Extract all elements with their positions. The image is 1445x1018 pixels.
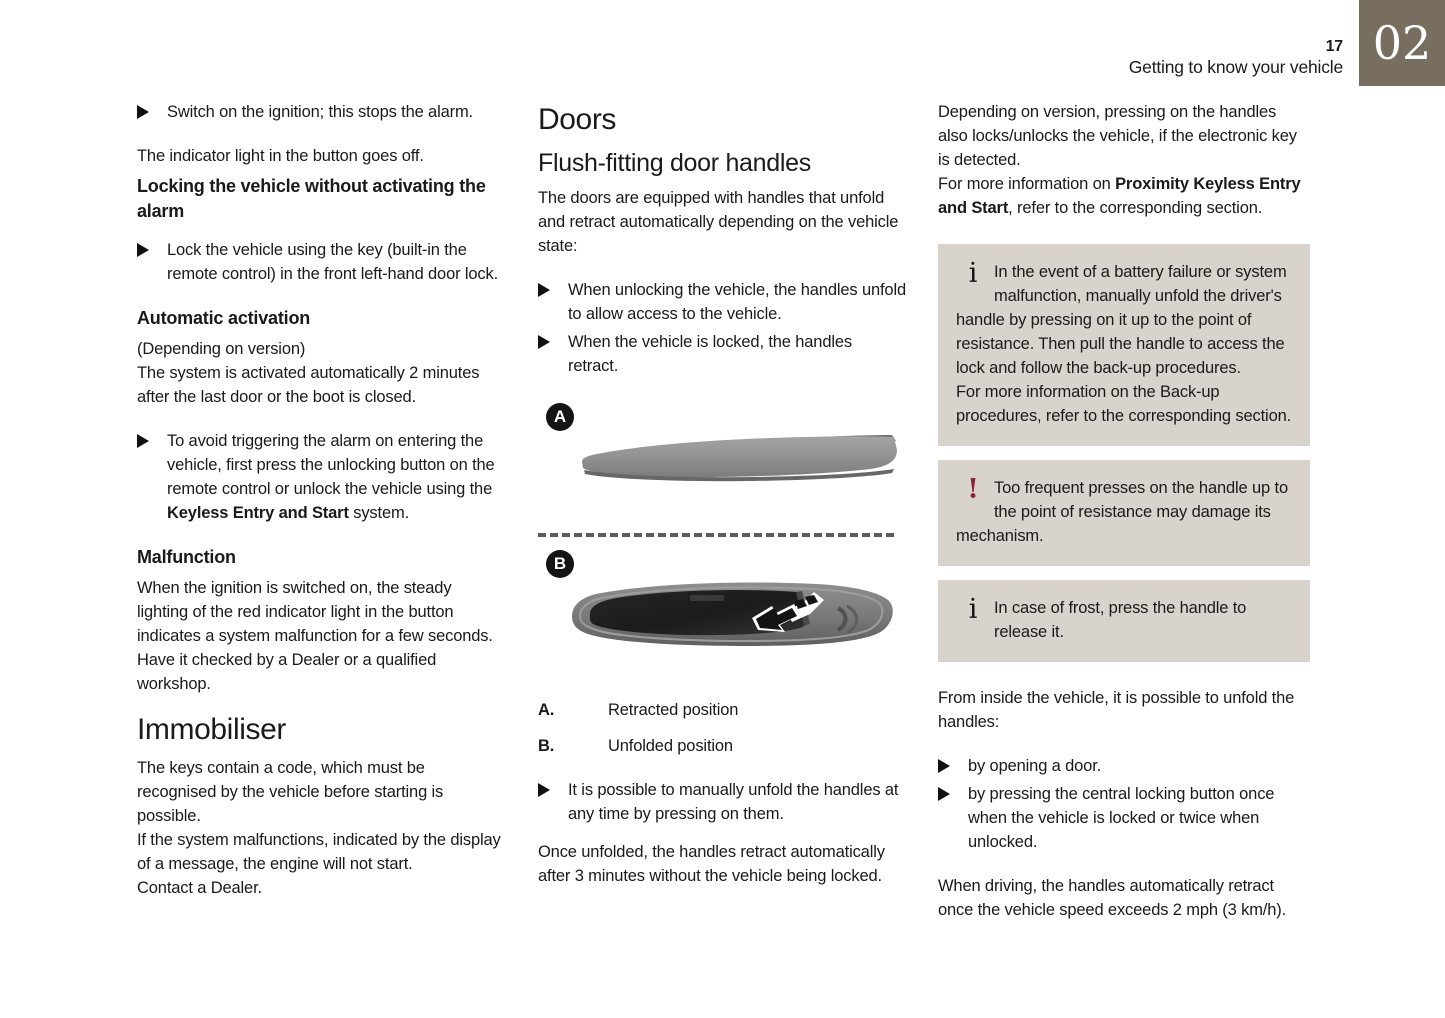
info-callout-battery-failure [938,244,1310,446]
paragraph: If the system malfunctions, indicated by the display of a message, the engine will not start. [137,831,501,873]
paragraph: The keys contain a code, which must be recognised by the vehicle before starting is possible. [137,759,444,825]
paragraph: Contact a Dealer. [137,879,262,897]
legend-item [538,734,906,758]
text-run: To avoid triggering the alarm on entering the vehicle, first press the unlocking button on the remote control or unlock the vehicle using the [167,432,495,498]
text-run: For more information on [938,175,1116,193]
list-item-label: Lock the vehicle using the key (built-in the remote control) in the front left-hand door lock. [167,241,499,283]
list-item-label: by opening a door. [968,757,1102,775]
page-number: 17 [1325,38,1343,55]
text-run: , refer to the corresponding section. [1008,199,1263,217]
info-callout-frost [938,580,1310,662]
callout-text [956,596,1292,644]
triangle-bullet-icon [538,283,550,297]
triangle-bullet-icon [137,105,149,119]
chapter-number-badge: 02 [1359,0,1445,86]
subheading-automatic-activation: Automatic activation [137,308,311,328]
door-handle-illustration [538,400,906,690]
paragraph: The doors are equipped with handles that unfold and retract automatically depending on the vehicle state: [538,189,899,255]
triangle-bullet-icon [938,759,950,773]
list-item-label: When the vehicle is locked, the handles retract. [568,333,852,375]
subheading-locking-without-alarm: Locking the vehicle without activating the alarm [137,176,486,221]
list-item [938,782,1310,854]
triangle-bullet-icon [538,783,550,797]
paragraph: Depending on version, pressing on the handles also locks/unlocks the vehicle, if the electronic key is detected. [938,103,1297,169]
triangle-bullet-icon [137,243,149,257]
paragraph [938,172,1310,220]
header-section-title: Getting to know your vehicle [1128,57,1343,77]
list-item [538,278,906,326]
column-right [938,100,1310,922]
paragraph: Have it checked by a Dealer or a qualified workshop. [137,651,437,693]
warning-exclamation-icon: ! [967,474,979,505]
list-item-label: It is possible to manually unfold the handles at any time by pressing on them. [568,781,899,823]
heading-doors: Doors [538,103,617,136]
callout-text [956,260,1292,428]
list-item [137,238,504,286]
callout-text [956,476,1292,548]
header-text-block [1129,38,1343,78]
paragraph: When the ignition is switched on, the steady lighting of the red indicator light in the button indicates a system malfunction for a few seconds. [137,579,493,645]
callout-badge-a: A [546,403,574,431]
triangle-bullet-icon [137,434,149,448]
list-item-label [167,432,495,522]
list-item [538,330,906,378]
list-item [938,754,1310,778]
handle-unfolded-icon [566,578,896,648]
list-item-label: by pressing the central locking button once when the vehicle is locked or twice when unlocked. [968,785,1275,851]
list-item [538,778,906,826]
paragraph: (Depending on version) [137,340,306,358]
text-run-bold: Proximity Keyless Entry and Start [938,175,1301,217]
legend-item [538,698,906,722]
list-item-label: Switch on the ignition; this stops the alarm. [167,103,473,121]
list-item-label: When unlocking the vehicle, the handles unfold to allow access to the vehicle. [568,281,906,323]
callout-badge-b: B [546,550,574,578]
text-run-bold: Keyless Entry and Start [167,504,349,522]
triangle-bullet-icon [538,335,550,349]
legend-key: B. [538,737,555,755]
legend-label: Retracted position [608,701,739,719]
column-left [137,100,504,900]
page-header [0,0,1445,90]
paragraph: From inside the vehicle, it is possible to unfold the handles: [938,689,1295,731]
callout-paragraph: For more information on the Back-up procedures, refer to the corresponding section. [956,383,1292,425]
legend-key: A. [538,701,555,719]
list-item [137,429,504,525]
info-i-icon: i [968,594,978,625]
callout-paragraph: In case of frost, press the handle to release it. [994,599,1247,641]
warning-callout-frequent-presses [938,460,1310,566]
callout-paragraph: In the event of a battery failure or system malfunction, manually unfold the driver's handle by pressing on it up to the point of resistance. Then pull the handle to access the lock and follow the back-up procedures. [956,263,1287,377]
heading-immobiliser: Immobiliser [137,713,286,746]
triangle-bullet-icon [938,787,950,801]
paragraph: The system is activated automatically 2 minutes after the last door or the boot is closed. [137,364,480,406]
section-divider [538,533,894,537]
column-middle [538,100,906,888]
text-run: system. [348,504,410,522]
subheading-malfunction: Malfunction [137,547,236,567]
info-i-icon: i [968,258,978,289]
callout-paragraph: Too frequent presses on the handle up to the point of resistance may damage its mechanism. [956,479,1288,545]
handle-retracted-icon [570,432,900,484]
paragraph: When driving, the handles automatically retract once the vehicle speed exceeds 2 mph (3 km/h). [938,877,1287,919]
list-item [137,100,504,124]
legend-label: Unfolded position [608,737,733,755]
paragraph: Once unfolded, the handles retract automatically after 3 minutes without the vehicle being locked. [538,843,885,885]
paragraph: The indicator light in the button goes off. [137,147,424,165]
subheading-flush-fitting-door-handles: Flush-fitting door handles [538,149,811,177]
